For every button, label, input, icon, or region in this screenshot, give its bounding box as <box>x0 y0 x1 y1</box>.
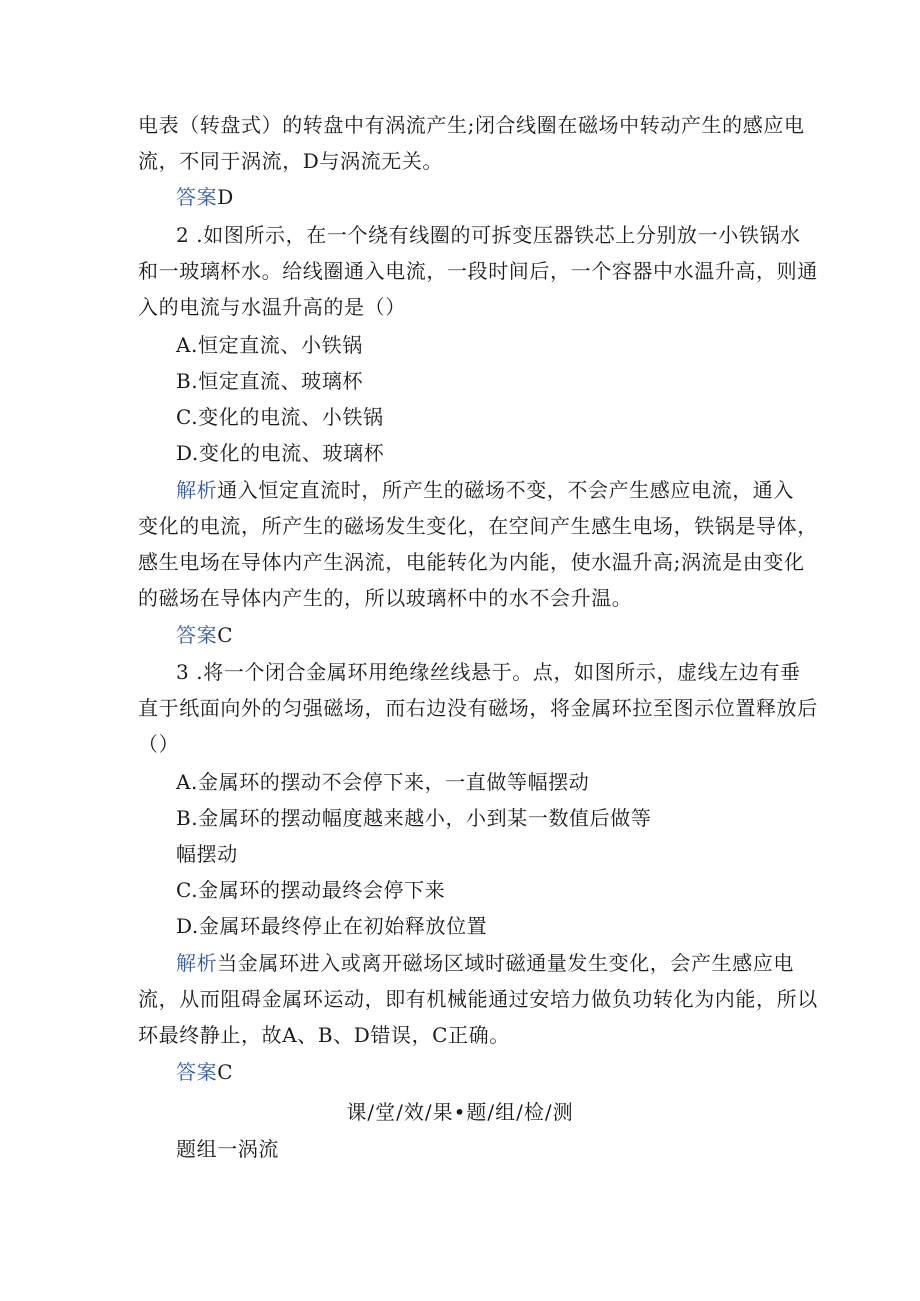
option-c: C.变化的电流、小铁锅 <box>176 405 384 429</box>
text-line: 电表（转盘式）的转盘中有涡流产生;闭合线圈在磁场中转动产生的感应电 <box>138 113 805 137</box>
text-line: （） <box>138 732 180 756</box>
answer-label: 答案 <box>176 623 218 647</box>
analysis-2 <box>176 477 794 503</box>
question-2-line: 2 .如图所示，在一个绕有线圈的可拆变压器铁芯上分别放一小铁锅水 <box>176 223 801 247</box>
text-line: 和一玻璃杯水。给线圈通入电流，一段时间后，一个容器中水温升高，则通 <box>138 259 818 283</box>
answer-value: D <box>217 185 234 209</box>
option-a: A.恒定直流、小铁锅 <box>176 333 363 357</box>
option-b: B.恒定直流、玻璃杯 <box>176 369 364 393</box>
option-c: C.金属环的摆动最终会停下来 <box>176 878 446 902</box>
analysis-text: 通入恒定直流时，所产生的磁场不变，不会产生感应电流，通入 <box>217 478 795 502</box>
text-line: 流，从而阻碍金属环运动，即有机械能通过安培力做负功转化为内能，所以 <box>138 987 818 1011</box>
option-d: D.变化的电流、玻璃杯 <box>176 441 385 465</box>
answer-value: C <box>217 1060 234 1084</box>
text-line: 流，不同于涡流，D与涡流无关。 <box>138 149 444 173</box>
text-line: 环最终静止，故A、B、D错误，C正确。 <box>138 1023 510 1047</box>
answer-1 <box>176 184 234 210</box>
analysis-label: 解析 <box>176 478 218 502</box>
answer-label: 答案 <box>176 1060 218 1084</box>
text-line: 的磁场在导体内产生的，所以玻璃杯中的水不会升温。 <box>138 586 633 610</box>
text-line: 感生电场在导体内产生涡流，电能转化为内能，使水温升高;涡流是由变化 <box>138 550 805 574</box>
option-b-continued: 幅摆动 <box>176 842 238 866</box>
answer-3 <box>176 1059 233 1085</box>
text-line: 入的电流与水温升高的是（） <box>138 295 406 319</box>
option-a: A.金属环的摆动不会停下来，一直做等幅摆动 <box>176 770 590 794</box>
answer-2 <box>176 622 233 648</box>
analysis-label: 解析 <box>176 951 218 975</box>
option-d: D.金属环最终停止在初始释放位置 <box>176 914 488 938</box>
answer-value: C <box>217 623 234 647</box>
answer-label: 答案 <box>176 185 218 209</box>
text-line: 变化的电流，所产生的磁场发生变化，在空间产生感生电场，铁锅是导体， <box>138 514 818 538</box>
text-line: 直于纸面向外的匀强磁场，而右边没有磁场，将金属环拉至图示位置释放后 <box>138 696 818 720</box>
subsection-title: 题组一涡流 <box>176 1137 279 1161</box>
question-3-line: 3 .将一个闭合金属环用绝缘丝线悬于。点，如图所示，虚线左边有垂 <box>176 660 801 684</box>
analysis-3 <box>176 950 794 976</box>
section-heading: 课/堂/效/果•题/组/检/测 <box>346 1100 574 1124</box>
analysis-text: 当金属环进入或离开磁场区域时磁通量发生变化，会产生感应电 <box>217 951 795 975</box>
option-b: B.金属环的摆动幅度越来越小，小到某一数值后做等 <box>176 806 652 830</box>
